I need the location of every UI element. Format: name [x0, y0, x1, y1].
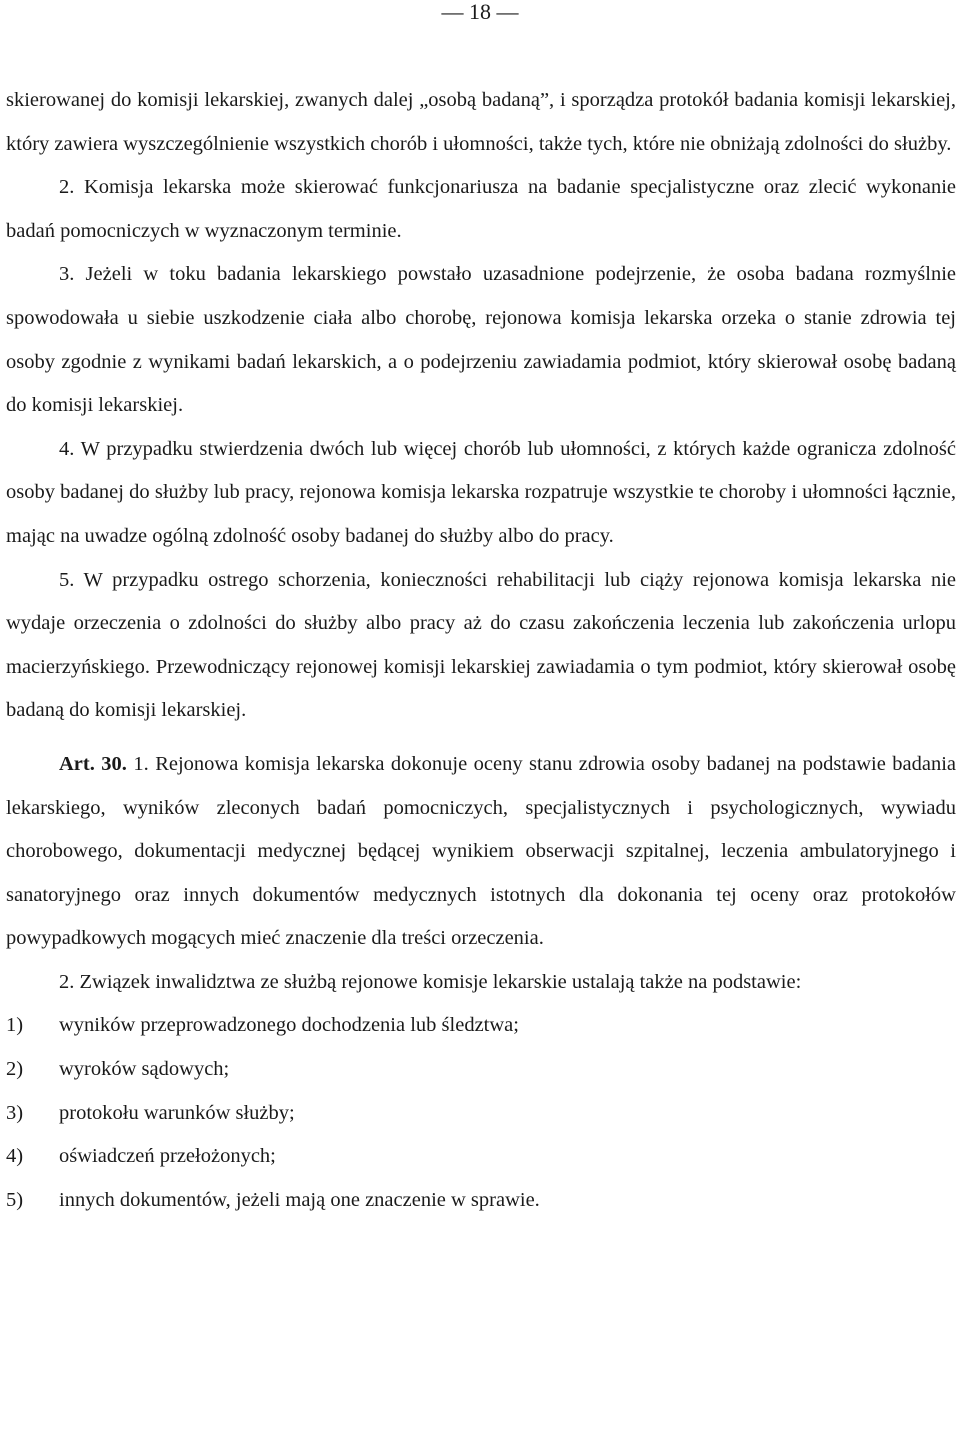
- paragraph-4: 4. W przypadku stwierdzenia dwóch lub więcej chorób lub ułomności, z których każde ogranicza zdolność osoby badanej do służby lub pracy, rejonowa komisja lekarska rozpatruje wszystkie te choroby i ułomności łącznie, mając na uwadze ogólną zdolność osoby badanej do służby albo do pracy.: [6, 437, 956, 547]
- paragraph-2: 2. Komisja lekarska może skierować funkcjonariusza na badanie specjalistyczne oraz zlecić wykonanie badań pomocniczych w wyznaczonym terminie.: [6, 176, 956, 242]
- list-item-number: 3): [6, 1101, 24, 1124]
- list-item: [6, 1092, 956, 1136]
- paragraph-5: 5. W przypadku ostrego schorzenia, konieczności rehabilitacji lub ciąży rejonowa komisja lekarska nie wydaje orzeczenia o zdolności do służby albo pracy aż do czasu zakończenia leczenia lub zakończenia urlopu macierzyńskiego. Przewodniczący rejonowej komisji lekarskiej zawiadamia o tym podmiot, który skierował osobę badaną do komisji lekarskiej.: [6, 568, 956, 722]
- article-30-text: 1. Rejonowa komisja lekarska dokonuje oceny stanu zdrowia osoby badanej na podstawie badania lekarskiego, wyników zleconych badań pomocniczych, specjalistycznych i psychologicznych, wywiadu chorobowego, dokumentacji medycznej będącej wynikiem obserwacji szpitalnej, leczenia ambulatoryjnego i sanatoryjnego oraz innych dokumentów medycznych istotnych dla dokonania tej oceny oraz protokołów powypadkowych mogących mieć znaczenie dla treści orzeczenia.: [6, 752, 956, 950]
- list-item-text: wyników przeprowadzonego dochodzenia lub śledztwa;: [59, 1014, 519, 1037]
- list-item-number: 5): [6, 1188, 24, 1211]
- enumeration-list: [6, 1004, 956, 1222]
- page-number: — 18 —: [441, 0, 519, 24]
- list-item-text: wyroków sądowych;: [59, 1058, 230, 1081]
- list-item: [6, 1004, 956, 1048]
- list-item: [6, 1135, 956, 1179]
- paragraph-continuation: skierowanej do komisji lekarskiej, zwanych dalej „osobą badaną”, i sporządza protokół badania komisji lekarskiej, który zawiera wyszczególnienie wszystkich chorób i ułomności, także tych, które nie obniżają zdolności do służby.: [6, 89, 956, 155]
- article-label: Art. 30.: [59, 752, 127, 775]
- list-item-text: innych dokumentów, jeżeli mają one znaczenie w sprawie.: [59, 1188, 540, 1211]
- article-30-paragraph-1: [6, 743, 956, 961]
- spacer: [6, 733, 956, 743]
- article-30-paragraph-2: 2. Związek inwalidztwa ze służbą rejonowe komisje lekarskie ustalają także na podstawie:: [59, 970, 802, 993]
- document-body: [6, 79, 956, 1222]
- list-item: [6, 1048, 956, 1092]
- list-item: [6, 1179, 956, 1223]
- list-item-number: 4): [6, 1145, 24, 1168]
- list-item-number: 1): [6, 1014, 24, 1037]
- list-item-text: oświadczeń przełożonych;: [59, 1145, 276, 1168]
- list-item-text: protokołu warunków służby;: [59, 1101, 295, 1124]
- list-item-number: 2): [6, 1058, 24, 1081]
- paragraph-3: 3. Jeżeli w toku badania lekarskiego powstało uzasadnione podejrzenie, że osoba badana rozmyślnie spowodowała u siebie uszkodzenie ciała albo chorobę, rejonowa komisja lekarska orzeka o stanie zdrowia tej osoby zgodnie z wynikami badań lekarskich, a o podejrzeniu zawiadamia podmiot, który skierował osobę badaną do komisji lekarskiej.: [6, 263, 956, 417]
